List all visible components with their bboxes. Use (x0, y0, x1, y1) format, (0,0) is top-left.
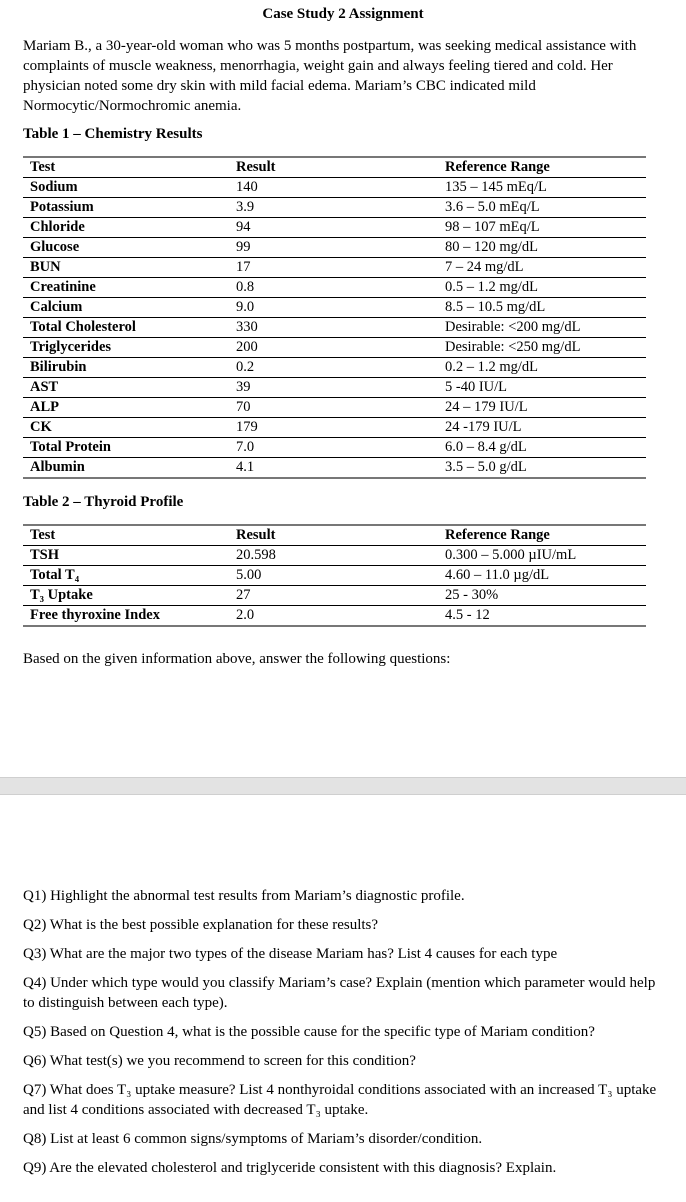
reference-range-cell: 5 -40 IU/L (445, 379, 508, 395)
result-cell: 330 (236, 319, 258, 335)
reference-range-cell: 4.5 - 12 (445, 607, 490, 623)
table-row (23, 397, 646, 417)
reference-range-cell: 3.6 – 5.0 mEq/L (445, 199, 540, 215)
table-row (23, 377, 646, 397)
reference-range-cell: Desirable: <250 mg/dL (445, 339, 581, 355)
reference-range-cell: 25 - 30% (445, 587, 499, 603)
table-row (23, 217, 646, 237)
column-header: Reference Range (445, 527, 550, 543)
reference-range-cell: 24 – 179 IU/L (445, 399, 528, 415)
result-cell: 3.9 (236, 199, 255, 215)
document-title: Case Study 2 Assignment (262, 6, 424, 22)
table-row (23, 417, 646, 437)
result-cell: 179 (236, 419, 258, 435)
reference-range-cell: 6.0 – 8.4 g/dL (445, 439, 527, 455)
reference-range-cell: 0.300 – 5.000 µIU/mL (445, 547, 577, 563)
table-row (23, 357, 646, 377)
result-cell: 20.598 (236, 547, 276, 563)
test-name-cell: BUN (30, 259, 61, 275)
result-cell: 0.8 (236, 279, 255, 295)
question-item: Q2) What is the best possible explanation for these results? (23, 917, 379, 933)
table-row (23, 545, 646, 565)
reference-range-cell: 0.5 – 1.2 mg/dL (445, 279, 539, 295)
test-name-cell: TSH (30, 547, 60, 563)
reference-range-cell: 4.60 – 11.0 µg/dL (445, 567, 550, 583)
result-cell: 0.2 (236, 359, 255, 375)
result-cell: 9.0 (236, 299, 255, 315)
column-header: Test (30, 159, 56, 175)
test-name-cell: CK (30, 419, 52, 435)
table-row (23, 605, 646, 627)
result-cell: 99 (236, 239, 251, 255)
column-header: Result (236, 159, 276, 175)
reference-range-cell: 98 – 107 mEq/L (445, 219, 540, 235)
test-name-cell: AST (30, 379, 59, 395)
table-row (23, 237, 646, 257)
reference-range-cell: 135 – 145 mEq/L (445, 179, 547, 195)
reference-range-cell: 24 -179 IU/L (445, 419, 522, 435)
table-row (23, 437, 646, 457)
test-name-cell: Triglycerides (30, 339, 112, 355)
question-item: Q7) What does T₃ uptake measure? List 4 nonthyroidal conditions associated with an increased T₃ uptake and list 4 conditions associated with decreased T₃ uptake. (23, 1082, 657, 1118)
table-header-row (23, 524, 646, 545)
test-name-cell: Albumin (30, 459, 85, 475)
question-item: Q3) What are the major two types of the disease Mariam has? List 4 causes for each type (23, 946, 558, 962)
result-cell: 94 (236, 219, 251, 235)
table-row (23, 565, 646, 585)
test-name-cell: T₃ Uptake (30, 587, 93, 603)
column-header: Test (30, 527, 56, 543)
reference-range-cell: 80 – 120 mg/dL (445, 239, 539, 255)
table-row (23, 277, 646, 297)
table-header-row (23, 156, 646, 177)
test-name-cell: Total T₄ (30, 567, 80, 583)
reference-range-cell: 8.5 – 10.5 mg/dL (445, 299, 546, 315)
question-item: Q8) List at least 6 common signs/symptoms of Mariam’s disorder/condition. (23, 1131, 483, 1147)
test-name-cell: Calcium (30, 299, 83, 315)
result-cell: 70 (236, 399, 251, 415)
table2-caption: Table 2 – Thyroid Profile (23, 494, 184, 510)
question-list (23, 886, 663, 1187)
test-name-cell: Total Cholesterol (30, 319, 136, 335)
test-name-cell: ALP (30, 399, 59, 415)
table-row (23, 257, 646, 277)
reference-range-cell: Desirable: <200 mg/dL (445, 319, 581, 335)
case-description: Mariam B., a 30-year-old woman who was 5 months postpartum, was seeking medical assistance with complaints of muscle weakness, menorrhagia, weight gain and always feeling tiered and cold. Her physician noted some dry skin with mild facial edema. Mariam’s CBC indicated mild Normocytic/Normochromic anemia. (23, 38, 637, 114)
test-name-cell: Chloride (30, 219, 85, 235)
test-name-cell: Creatinine (30, 279, 96, 295)
chemistry-results-table (23, 156, 646, 479)
table-row (23, 297, 646, 317)
result-cell: 4.1 (236, 459, 255, 475)
test-name-cell: Bilirubin (30, 359, 87, 375)
column-header: Reference Range (445, 159, 550, 175)
table1-caption: Table 1 – Chemistry Results (23, 126, 203, 142)
result-cell: 2.0 (236, 607, 255, 623)
table-row (23, 317, 646, 337)
result-cell: 17 (236, 259, 251, 275)
test-name-cell: Sodium (30, 179, 78, 195)
table-row (23, 197, 646, 217)
result-cell: 5.00 (236, 567, 262, 583)
instructions-text: Based on the given information above, answer the following questions: (23, 651, 451, 667)
table-row (23, 337, 646, 357)
reference-range-cell: 7 – 24 mg/dL (445, 259, 524, 275)
test-name-cell: Glucose (30, 239, 80, 255)
question-item: Q9) Are the elevated cholesterol and triglyceride consistent with this diagnosis? Explain. (23, 1160, 557, 1176)
table-row (23, 177, 646, 197)
question-item: Q4) Under which type would you classify Mariam’s case? Explain (mention which parameter would help to distinguish between each type). (23, 975, 656, 1011)
test-name-cell: Total Protein (30, 439, 111, 455)
result-cell: 200 (236, 339, 258, 355)
test-name-cell: Potassium (30, 199, 94, 215)
test-name-cell: Free thyroxine Index (30, 607, 160, 623)
table-row (23, 585, 646, 605)
question-item: Q5) Based on Question 4, what is the possible cause for the specific type of Mariam condition? (23, 1024, 595, 1040)
table-row (23, 457, 646, 479)
result-cell: 27 (236, 587, 251, 603)
result-cell: 7.0 (236, 439, 255, 455)
reference-range-cell: 3.5 – 5.0 g/dL (445, 459, 527, 475)
thyroid-profile-table (23, 524, 646, 627)
column-header: Result (236, 527, 276, 543)
page-divider (0, 777, 686, 795)
question-item: Q1) Highlight the abnormal test results from Mariam’s diagnostic profile. (23, 888, 465, 904)
result-cell: 39 (236, 379, 251, 395)
question-item: Q6) What test(s) we you recommend to screen for this condition? (23, 1053, 416, 1069)
result-cell: 140 (236, 179, 258, 195)
reference-range-cell: 0.2 – 1.2 mg/dL (445, 359, 539, 375)
